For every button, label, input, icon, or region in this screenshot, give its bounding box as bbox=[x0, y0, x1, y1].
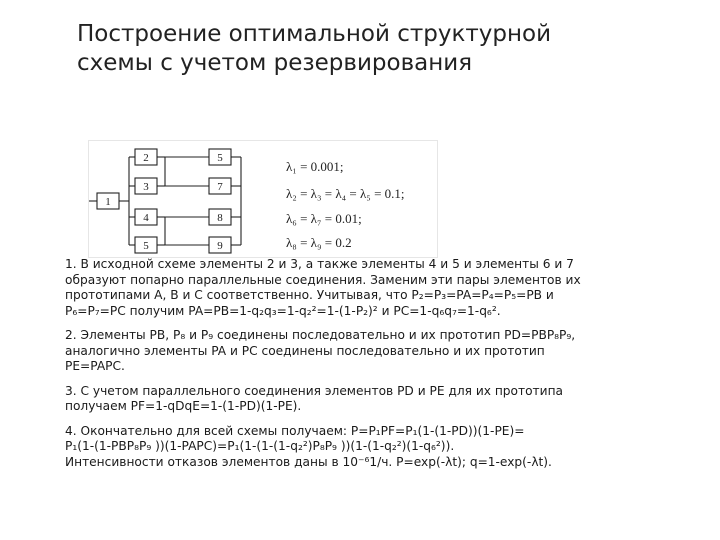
paragraph-2 bbox=[65, 328, 695, 375]
block-1-label: 1 bbox=[105, 196, 111, 208]
title-line-2: схемы с учетом резервирования bbox=[77, 50, 473, 76]
p3-line-2: получаем PF=1-qDqE=1-(1-PD)(1-PE). bbox=[65, 399, 302, 413]
block-5-label: 5 bbox=[143, 240, 149, 252]
slide-title bbox=[77, 20, 677, 78]
p1-line-3: прототипами А, В и С соответственно. Учитывая, что P₂=P₃=PA=P₄=P₅=PB и bbox=[65, 288, 554, 302]
block-3-label: 3 bbox=[143, 181, 149, 193]
formula-lambda-8-9: λ₈ = λ₉ = 0.2 bbox=[286, 235, 352, 250]
p2-line-1: 2. Элементы PB, P₈ и P₉ соединены последовательно и их прототип PD=PBP₈P₉, bbox=[65, 328, 576, 342]
p1-line-4: P₆=P₇=PC получим PA=PB=1-q₂q₃=1-q₂²=1-(1-P₂)² и PC=1-q₆q₇=1-q₆². bbox=[65, 303, 501, 318]
title-line-1: Построение оптимальной структурной bbox=[77, 21, 552, 47]
block-7-label: 7 bbox=[217, 181, 223, 193]
p2-line-3: PE=PAPC. bbox=[65, 359, 125, 373]
p1-line-1: 1. В исходной схеме элементы 2 и 3, а также элементы 4 и 5 и элементы 6 и 7 bbox=[65, 257, 574, 271]
block-4-label: 4 bbox=[143, 212, 149, 224]
p4-line-1: 4. Окончательно для всей схемы получаем: P=P₁PF=P₁(1-(1-PD))(1-PE)= bbox=[65, 423, 525, 438]
block-8-label: 8 bbox=[217, 212, 223, 224]
formula-lambda-1: λ₁ = 0.001; bbox=[286, 159, 344, 174]
p2-line-2: аналогично элементы PA и PC соединены последовательно и их прототип bbox=[65, 343, 545, 358]
p4-line-3: Интенсивности отказов элементов даны в 10⁻⁶1/ч. P=exp(-λt); q=1-exp(-λt). bbox=[65, 454, 552, 469]
p3-line-1: 3. С учетом параллельного соединения элементов PD и PE для их прототипа bbox=[65, 383, 564, 398]
formula-lambda-2-5: λ₂ = λ₃ = λ₄ = λ₅ = 0.1; bbox=[286, 186, 405, 201]
block-2-label: 2 bbox=[143, 152, 149, 164]
solution-text bbox=[65, 257, 695, 479]
block-6-label: 5 bbox=[217, 152, 223, 164]
paragraph-3 bbox=[65, 384, 695, 415]
paragraph-1 bbox=[65, 257, 695, 319]
p1-line-2: образуют попарно параллельные соединения. Заменим эти пары элементов их bbox=[65, 272, 581, 287]
paragraph-4 bbox=[65, 424, 695, 471]
formula-lambda-6-7: λ₆ = λ₇ = 0.01; bbox=[286, 211, 362, 226]
block-9-label: 9 bbox=[217, 240, 223, 252]
reliability-block-diagram bbox=[88, 140, 438, 258]
p4-line-2: P₁(1-(1-PBP₈P₉ ))(1-PAPC)=P₁(1-(1-(1-q₂²)P₈P₉ ))(1-(1-q₂²)(1-q₆²)). bbox=[65, 439, 455, 453]
